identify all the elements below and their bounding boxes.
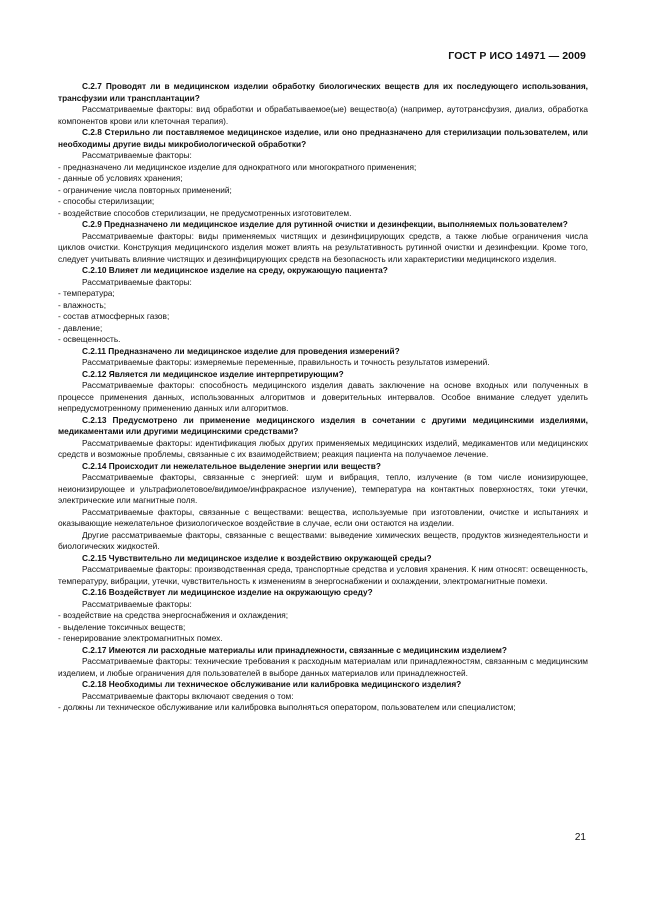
- section-heading: С.2.15 Чувствительно ли медицинское изделие к воздействию окружающей среды?: [82, 552, 432, 563]
- paragraph: Рассматриваемые факторы включают сведения о том:: [82, 690, 294, 701]
- section-heading: С.2.18 Необходимы ли техническое обслуживание или калибровка медицинского изделия?: [82, 679, 462, 689]
- section-heading: С.2.10 Влияет ли медицинское изделие на среду, окружающую пациента?: [82, 265, 388, 275]
- section-heading: С.2.9 Предназначено ли медицинское изделие для рутинной очистки и дезинфекции, выполняемых пользователем?: [82, 219, 568, 229]
- paragraph: Рассматриваемые факторы: идентификация любых других применяемых медицинских изделий, медикаментов или медицинских средств и возможные проблемы, связанные с их взаимодействием; реакция пациента на получаемое лечение.: [58, 437, 588, 459]
- paragraph: Рассматриваемые факторы: виды применяемых чистящих и дезинфицирующих средств, а также любые ограничения числа циклов очистки. Конструкция медицинского изделия может влиять на результативность рутинной очистки и дезинфекции. Кроме того, следует учитывать влияние чистящих и дезинфицирующих средств на безопасность или характеристики медицинского изделия.: [58, 230, 588, 264]
- list-item: - предназначено ли медицинское изделие для однократного или многократного применения;: [58, 161, 417, 172]
- list-item: - температура;: [58, 288, 115, 298]
- paragraph: Рассматриваемые факторы:: [82, 598, 192, 609]
- document-header: ГОСТ Р ИСО 14971 — 2009: [448, 50, 586, 62]
- list-item: - влажность;: [58, 299, 107, 310]
- list-item: - освещенность.: [58, 334, 121, 344]
- section-heading: С.2.14 Происходит ли нежелательное выделение энергии или веществ?: [82, 460, 381, 471]
- section-heading: С.2.12 Является ли медицинское изделие интерпретирующим?: [82, 368, 344, 379]
- paragraph: Рассматриваемые факторы, связанные с энергией: шум и вибрация, тепло, излучение (в том числе ионизирующее, неионизирующее и ультрафиолетовое/видимое/инфракрасное излучение), температура на контактных поверхностях, токи утечки, электрические или магнитные поля.: [58, 472, 588, 505]
- paragraph: Рассматриваемые факторы: способность медицинского изделия давать заключение на основе входных или полученных в процессе применения данных, использованных алгоритмов и доверительных интервалов. Особое внимание следует уделить непредусмотренному применению данных или алгоритмов.: [58, 380, 588, 413]
- section-heading: С.2.13 Предусмотрено ли применение медицинского изделия в сочетании с другими медицинскими изделиями, медикаментами или другими медицинскими средствами?: [58, 414, 588, 436]
- paragraph: Рассматриваемые факторы: технические требования к расходным материалам или принадлежностям, связанным с медицинским изделием, и любые ограничения для пользователей в выборе данных материалов или принадлежностей.: [58, 656, 588, 678]
- paragraph: Рассматриваемые факторы: измеряемые переменные, правильность и точность результатов измерений.: [82, 357, 490, 367]
- list-item: - генерирование электромагнитных помех.: [58, 633, 223, 643]
- list-item: - давление;: [58, 322, 103, 333]
- list-item: - воздействие способов стерилизации, не предусмотренных изготовителем.: [58, 207, 352, 218]
- section-heading: С.2.11 Предназначено ли медицинское изделие для проведения измерений?: [82, 345, 400, 356]
- paragraph: Рассматриваемые факторы:: [82, 276, 192, 287]
- paragraph: Рассматриваемые факторы, связанные с веществами: вещества, используемые при изготовлении, очистке и испытаниях и оказывающие нежелательное физиологическое воздействие в случае, если они остаются на изделии.: [58, 506, 588, 528]
- section-heading: С.2.8 Стерильно ли поставляемое медицинское изделие, или оно предназначено для стерилизации пользователем, или необходимы другие виды микробиологической обработки?: [58, 127, 588, 149]
- section-heading: С.2.7 Проводят ли в медицинском изделии обработку биологических веществ для их последующего использования, трансфузии или трансплантации?: [58, 81, 588, 103]
- list-item: - данные об условиях хранения;: [58, 173, 183, 183]
- list-item: - ограничение числа повторных применений;: [58, 184, 232, 195]
- list-item: - состав атмосферных газов;: [58, 311, 170, 321]
- section-heading: С.2.16 Воздействует ли медицинское изделие на окружающую среду?: [82, 587, 373, 597]
- paragraph: Рассматриваемые факторы: производственная среда, транспортные средства и условия хранения. К ним относят: освещенность, температуру, вибрации, утечки, чувствительность к изменениям в энергоснабжении и охлаждении, электромагнитные помехи.: [58, 564, 588, 586]
- paragraph: Другие рассматриваемые факторы, связанные с веществами: выведение химических веществ, продуктов жизнедеятельности и биологических жидкостей.: [58, 529, 588, 551]
- paragraph: Рассматриваемые факторы:: [82, 150, 192, 160]
- list-item: - способы стерилизации;: [58, 196, 155, 206]
- list-item: - выделение токсичных веществ;: [58, 621, 186, 632]
- list-item: - должны ли техническое обслуживание или калибровка выполняться оператором, пользователем или специалистом;: [58, 702, 516, 712]
- document-body: [58, 81, 588, 714]
- paragraph: Рассматриваемые факторы: вид обработки и обрабатываемое(ые) вещество(а) (например, аутотрансфузия, диализ, обработка компонентов крови или клеточная терапия).: [58, 104, 588, 126]
- list-item: - воздействие на средства энергоснабжения и охлаждения;: [58, 610, 289, 620]
- section-heading: С.2.17 Имеются ли расходные материалы или принадлежности, связанные с медицинским изделием?: [82, 644, 507, 655]
- page-number: 21: [574, 832, 586, 843]
